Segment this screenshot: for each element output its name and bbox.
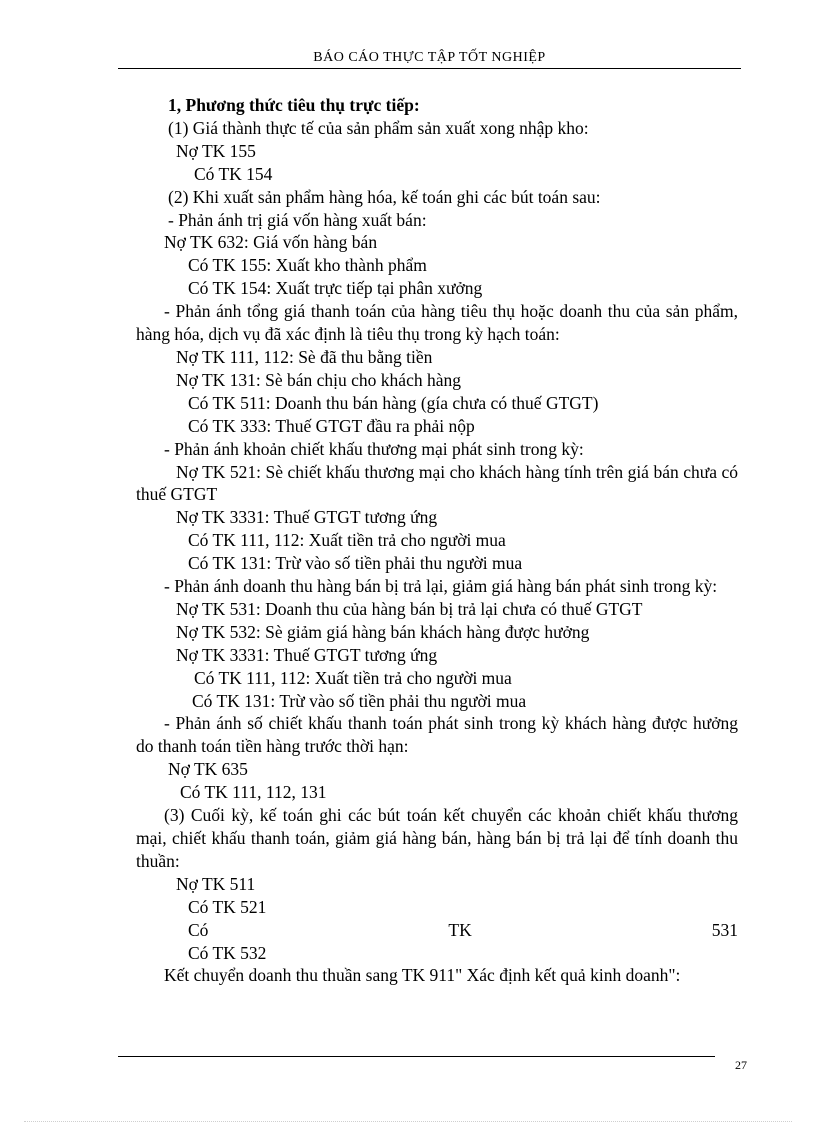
bullet-item: - Phản ánh số chiết khấu thanh toán phát sinh trong kỳ khách hàng được hưởng do thanh toán tiền hàng trước thời hạn: [136, 713, 738, 757]
paragraph: Kết chuyển doanh thu thuần sang TK 911" Xác định kết quả kinh doanh": [164, 965, 681, 986]
debit-entry: Nợ TK 511 [176, 873, 256, 894]
debit-entry: Nợ TK 521: Sè chiết khấu thương mại cho khách hàng tính trên giá bán chưa có thuế GTGT [136, 461, 738, 505]
credit-entry: Có TK 111, 112: Xuất tiền trả cho người mua [194, 667, 512, 688]
credit-word: Có [188, 919, 209, 940]
credit-entry: Có TK 111, 112, 131 [180, 782, 327, 803]
debit-entry: Nợ TK 111, 112: Sè đã thu bằng tiền [176, 346, 433, 367]
debit-entry: Nợ TK 532: Sè giảm giá hàng bán khách hàng được hưởng [176, 621, 590, 642]
debit-entry: Nợ TK 3331: Thuế GTGT tương ứng [176, 507, 438, 528]
credit-entry: Có TK 111, 112: Xuất tiền trả cho người mua [188, 530, 506, 551]
document-body [136, 94, 738, 987]
debit-entry: Nợ TK 131: Sè bán chịu cho khách hàng [176, 369, 461, 390]
bullet-item: - Phản ánh khoản chiết khấu thương mại phát sinh trong kỳ: [164, 438, 584, 459]
credit-entry: Có TK 532 [188, 942, 267, 963]
bullet-item: - Phản ánh trị giá vốn hàng xuất bán: [168, 209, 427, 230]
account-number: 531 [711, 919, 738, 940]
page-header-title: BÁO CÁO THỰC TẬP TỐT NGHIỆP [313, 50, 546, 65]
debit-entry: Nợ TK 632: Giá vốn hàng bán [164, 232, 378, 253]
account-label: TK [448, 919, 472, 940]
bullet-item: - Phản ánh doanh thu hàng bán bị trả lại, giảm giá hàng bán phát sinh trong kỳ: [164, 576, 718, 597]
credit-entry: Có TK 333: Thuế GTGT đầu ra phải nộp [188, 415, 475, 436]
section-heading: 1, Phương thức tiêu thụ trực tiếp: [168, 95, 420, 115]
footer-divider [118, 1056, 715, 1057]
credit-entry: Có TK 131: Trừ vào số tiền phải thu người mua [188, 553, 523, 574]
credit-entry: Có TK 521 [188, 896, 267, 917]
header-divider [118, 68, 741, 69]
debit-entry: Nợ TK 531: Doanh thu của hàng bán bị trả lại chưa có thuế GTGT [176, 598, 643, 619]
page-edge-dotted-line [24, 1121, 792, 1122]
paragraph: (3) Cuối kỳ, kế toán ghi các bút toán kết chuyển các khoản chiết khấu thương mại, chiết khấu thanh toán, giảm giá hàng bán, hàng bán bị trả lại để tính doanh thu thuần: [136, 805, 738, 871]
debit-entry: Nợ TK 155 [176, 140, 256, 161]
debit-entry: Nợ TK 635 [168, 759, 248, 780]
debit-entry: Nợ TK 3331: Thuế GTGT tương ứng [176, 644, 438, 665]
bullet-item: - Phản ánh tổng giá thanh toán của hàng tiêu thụ hoặc doanh thu của sản phẩm, hàng hóa, dịch vụ đã xác định là tiêu thụ trong kỳ hạch toán: [136, 301, 738, 345]
credit-entry: Có TK 131: Trừ vào số tiền phải thu người mua [192, 690, 527, 711]
paragraph: (2) Khi xuất sản phẩm hàng hóa, kế toán ghi các bút toán sau: [168, 186, 601, 207]
credit-entry: Có TK 154: Xuất trực tiếp tại phân xưởng [188, 278, 483, 299]
page-number: 27 [735, 1058, 747, 1072]
paragraph: (1) Giá thành thực tế của sản phẩm sản xuất xong nhập kho: [168, 117, 589, 138]
credit-entry: Có TK 511: Doanh thu bán hàng (gía chưa có thuế GTGT) [188, 392, 599, 413]
credit-entry-justified [136, 919, 738, 942]
credit-entry: Có TK 154 [194, 163, 273, 184]
credit-entry: Có TK 155: Xuất kho thành phẩm [188, 255, 427, 276]
